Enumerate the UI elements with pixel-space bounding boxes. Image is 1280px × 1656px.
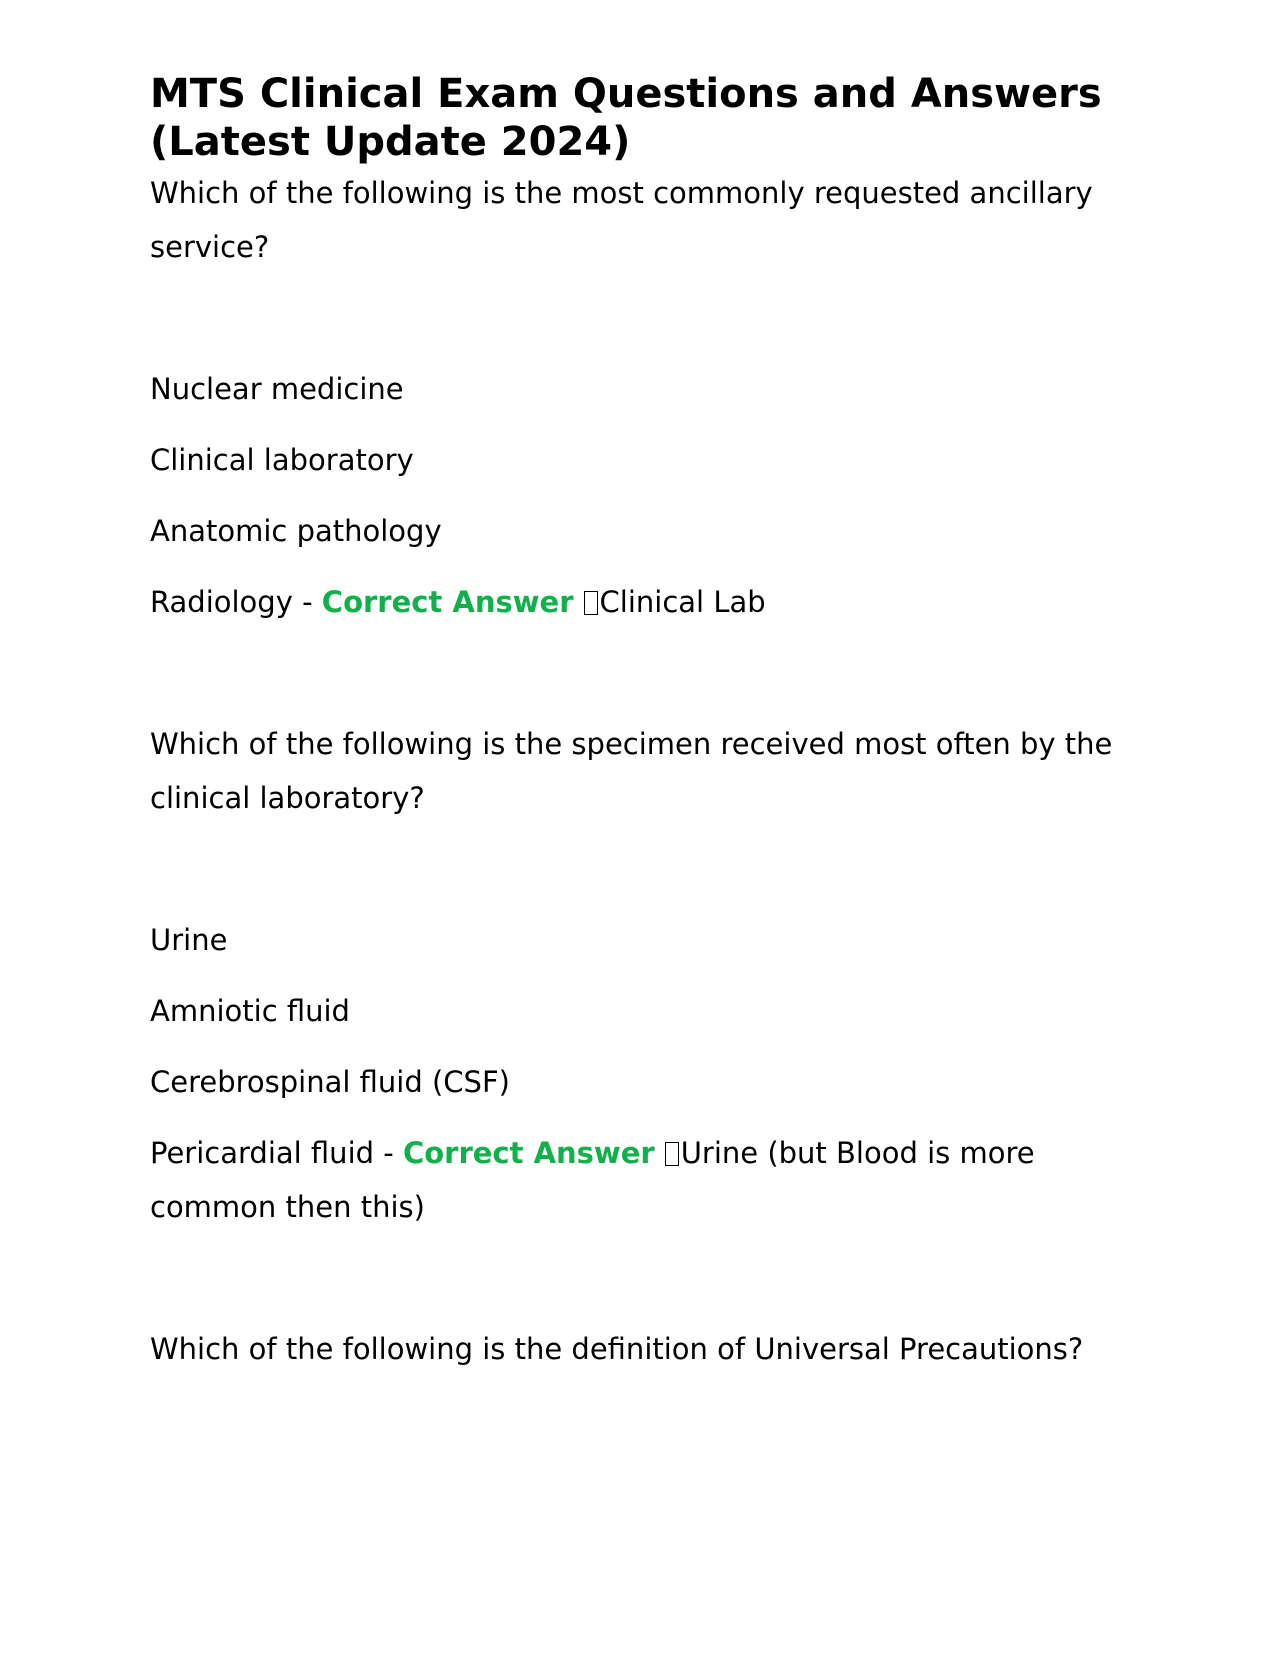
correct-answer-label: Correct Answer bbox=[321, 585, 574, 619]
question-block bbox=[150, 166, 1140, 629]
answer-option: Amniotic fluid bbox=[150, 994, 350, 1028]
question-block bbox=[150, 1322, 1140, 1376]
correct-answer-text: Urine (but Blood is more common then this) bbox=[150, 1136, 1035, 1224]
missing-glyph-icon bbox=[665, 1142, 679, 1166]
answer-option-with-correct-answer bbox=[150, 575, 1140, 629]
spacer bbox=[150, 274, 1140, 362]
document-title: MTS Clinical Exam Questions and Answers (Latest Update 2024) bbox=[150, 71, 1102, 165]
answer-option: Cerebrospinal fluid (CSF) bbox=[150, 1065, 510, 1099]
answer-option-label: Pericardial fluid bbox=[150, 1136, 375, 1170]
answer-option-with-correct-answer bbox=[150, 1126, 1140, 1234]
answer-option: Clinical laboratory bbox=[150, 443, 414, 477]
spacer bbox=[150, 1234, 1140, 1322]
correct-answer-label: Correct Answer bbox=[402, 1136, 655, 1170]
document-page bbox=[150, 70, 1140, 1376]
separator: - bbox=[292, 585, 322, 619]
missing-glyph-icon bbox=[584, 591, 598, 615]
spacer bbox=[150, 825, 1140, 913]
correct-answer-text: Clinical Lab bbox=[599, 585, 766, 619]
question-text: Which of the following is the definition of Universal Precautions? bbox=[150, 1332, 1084, 1366]
answer-option: Nuclear medicine bbox=[150, 372, 404, 406]
separator: - bbox=[374, 1136, 403, 1170]
question-block bbox=[150, 717, 1140, 1234]
question-text: Which of the following is the most commonly requested ancillary service? bbox=[150, 176, 1093, 264]
answer-option-label: Radiology bbox=[150, 585, 293, 619]
answer-option: Urine bbox=[150, 923, 228, 957]
answer-option: Anatomic pathology bbox=[150, 514, 442, 548]
spacer bbox=[150, 629, 1140, 717]
question-text: Which of the following is the specimen received most often by the clinical laboratory? bbox=[150, 727, 1113, 815]
